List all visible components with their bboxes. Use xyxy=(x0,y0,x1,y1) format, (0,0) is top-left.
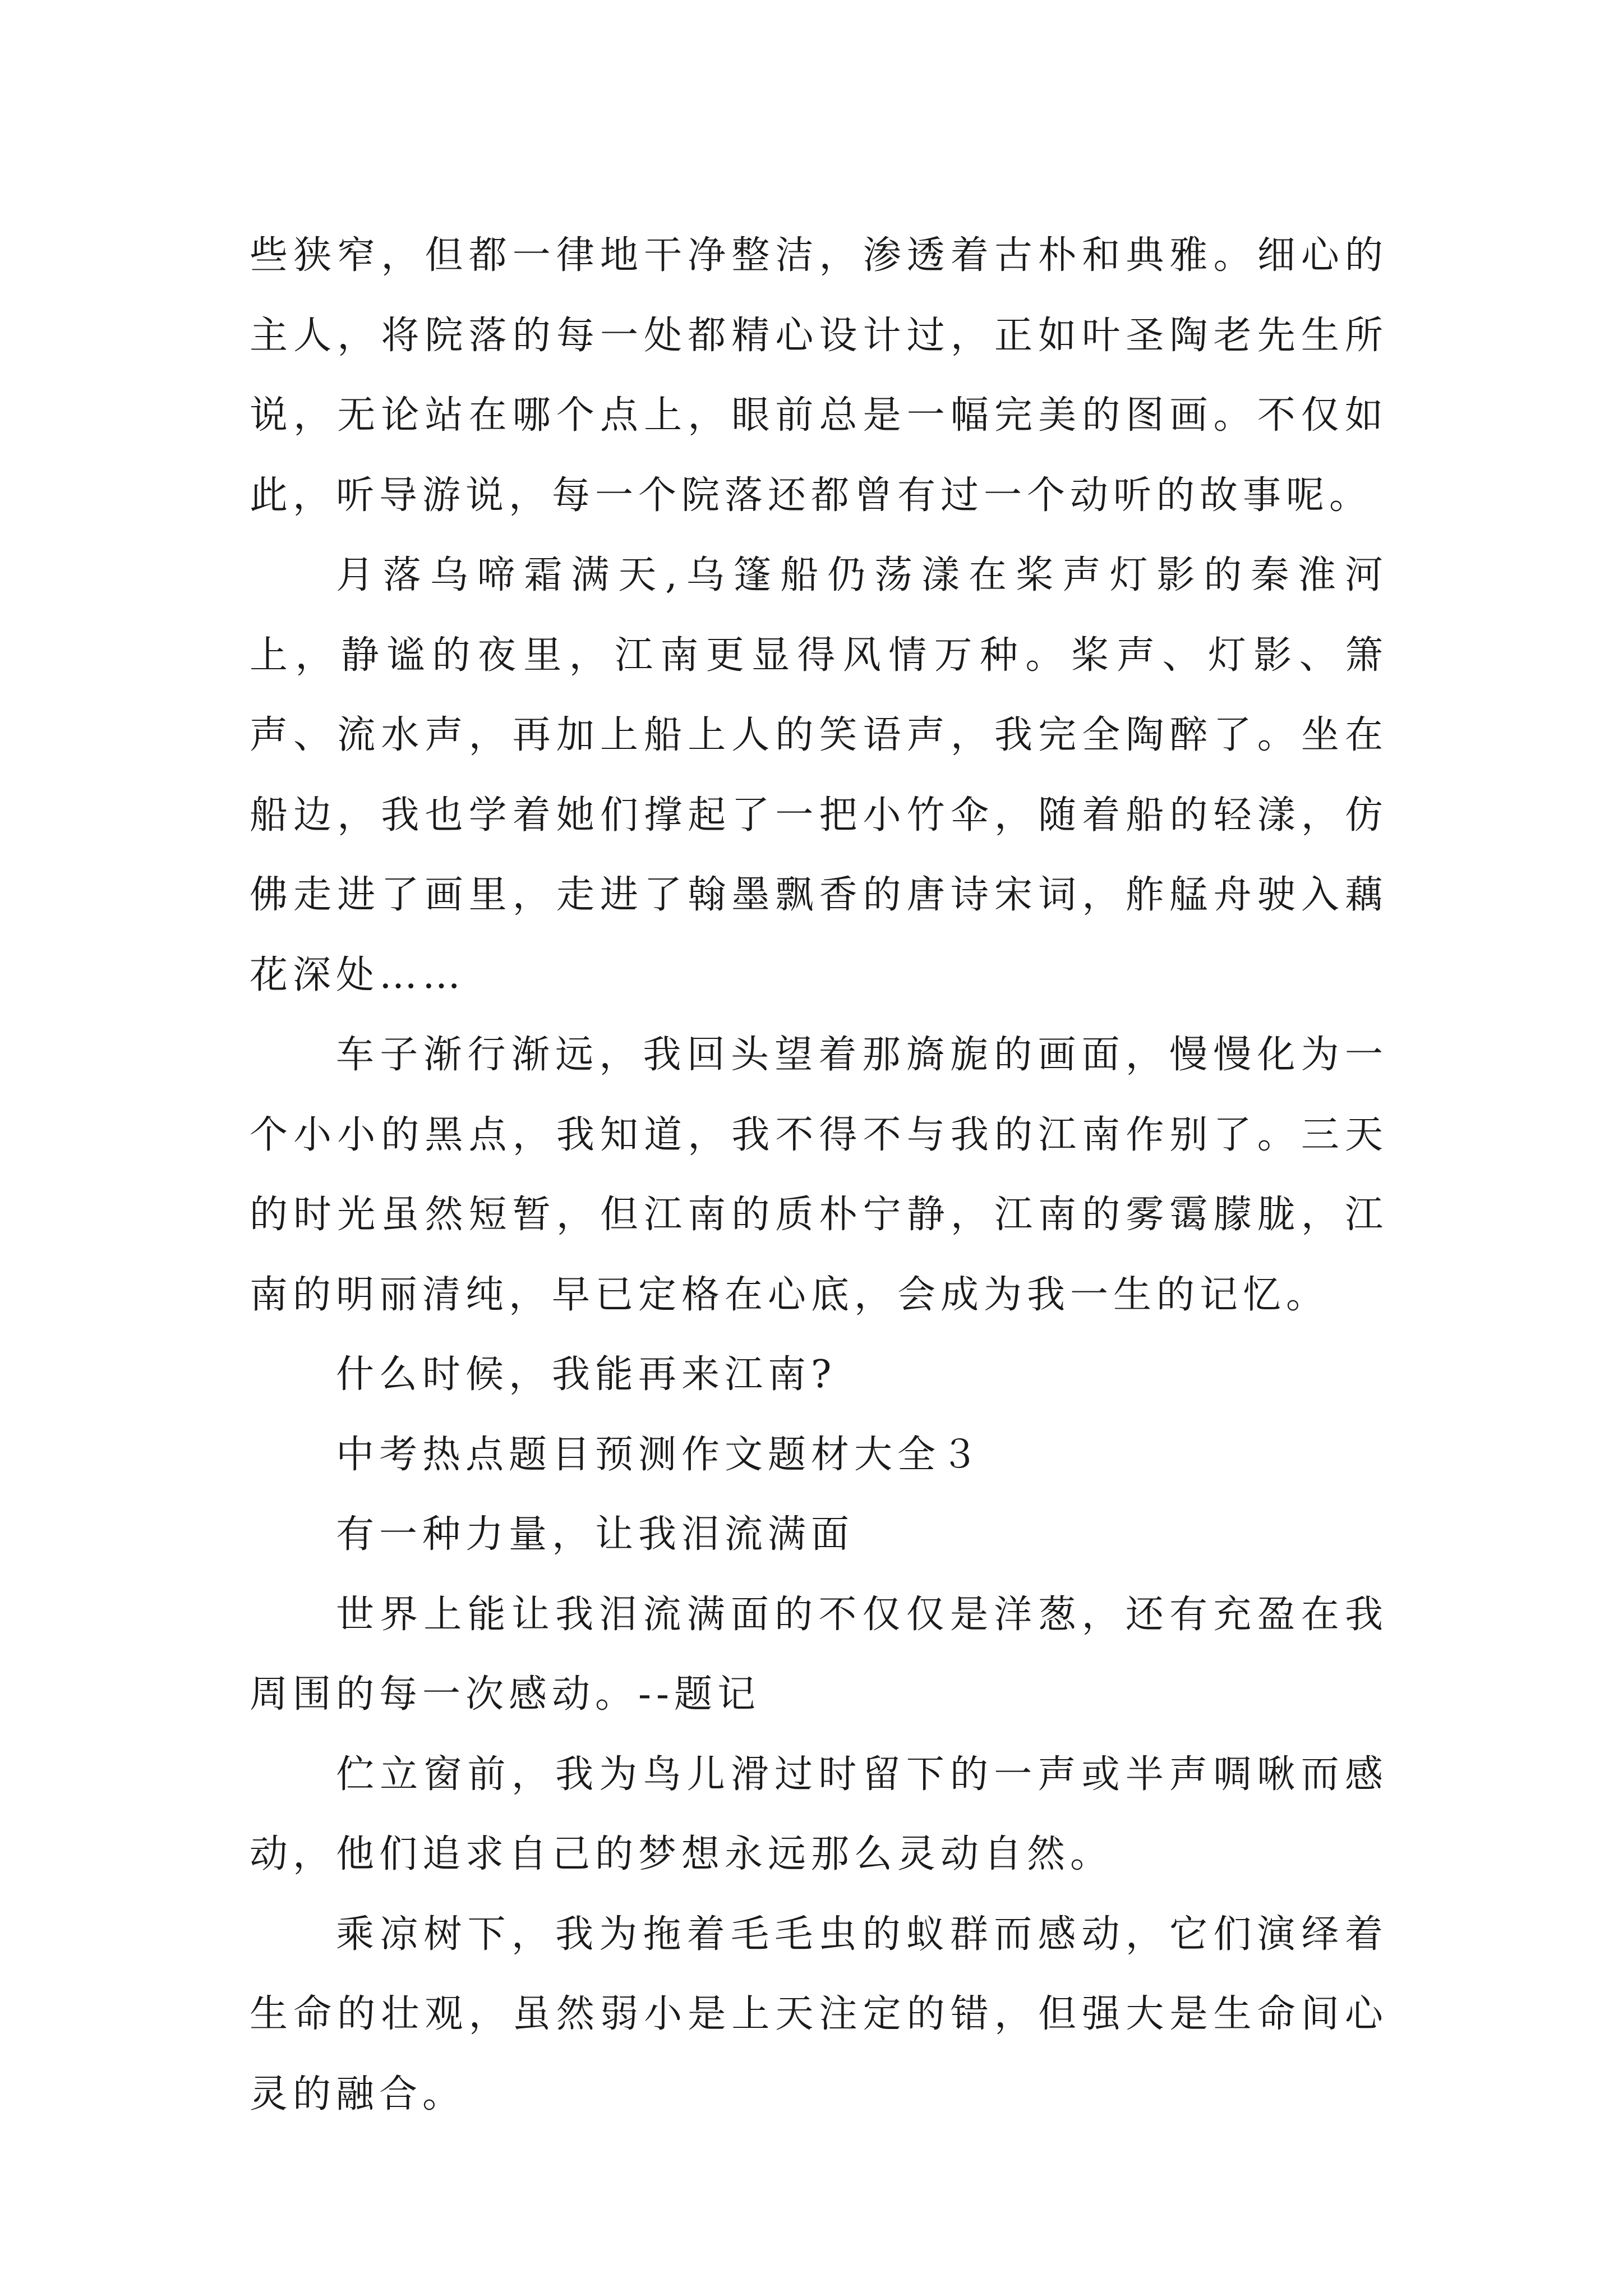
paragraph-3: 车子渐行渐远，我回头望着那旖旎的画面，慢慢化为一个小小的黑点，我知道，我不得不与我的江南作别了。三天的时光虽然短暂，但江南的质朴宁静，江南的雾霭朦胧，江南的明丽清纯，早已定格在心底，会成为我一生的记忆。 xyxy=(250,1033,1388,1317)
paragraph-1: 些狭窄，但都一律地干净整洁，渗透着古朴和典雅。细心的主人，将院落的每一处都精心设计过，正如叶圣陶老先生所说，无论站在哪个点上，眼前总是一幅完美的图画。不仅如此，听导游说，每一个院落还都曾有过一个动听的故事呢。 xyxy=(250,233,1388,518)
paragraph-window: 伫立窗前，我为鸟儿滑过时留下的一声或半声啁啾而感动，他们追求自己的梦想永远那么灵动自然。 xyxy=(250,1752,1388,1876)
paragraph-4: 什么时候，我能再来江南? xyxy=(336,1352,837,1397)
paragraph-tree: 乘凉树下，我为拖着毛毛虫的蚁群而感动，它们演绎着生命的壮观，虽然弱小是上天注定的错，但强大是生命间心灵的融合。 xyxy=(250,1912,1388,2116)
paragraph-epigraph: 世界上能让我泪流满面的不仅仅是洋葱，还有充盈在我周围的每一次感动。--题记 xyxy=(250,1592,1388,1717)
paragraph-2: 月落乌啼霜满天,乌篷船仍荡漾在桨声灯影的秦淮河上，静谧的夜里，江南更显得风情万种。桨声、灯影、箫声、流水声，再加上船上人的笑语声，我完全陶醉了。坐在船边，我也学着她们撑起了一把小竹伞，随着船的轻漾，仿佛走进了画里，走进了翰墨飘香的唐诗宋词，舴艋舟驶入藕花深处…… xyxy=(250,553,1388,997)
essay-heading: 中考热点题目预测作文题材大全３ xyxy=(336,1432,984,1477)
essay-title: 有一种力量，让我泪流满面 xyxy=(336,1512,855,1557)
document-body xyxy=(250,216,1388,2134)
